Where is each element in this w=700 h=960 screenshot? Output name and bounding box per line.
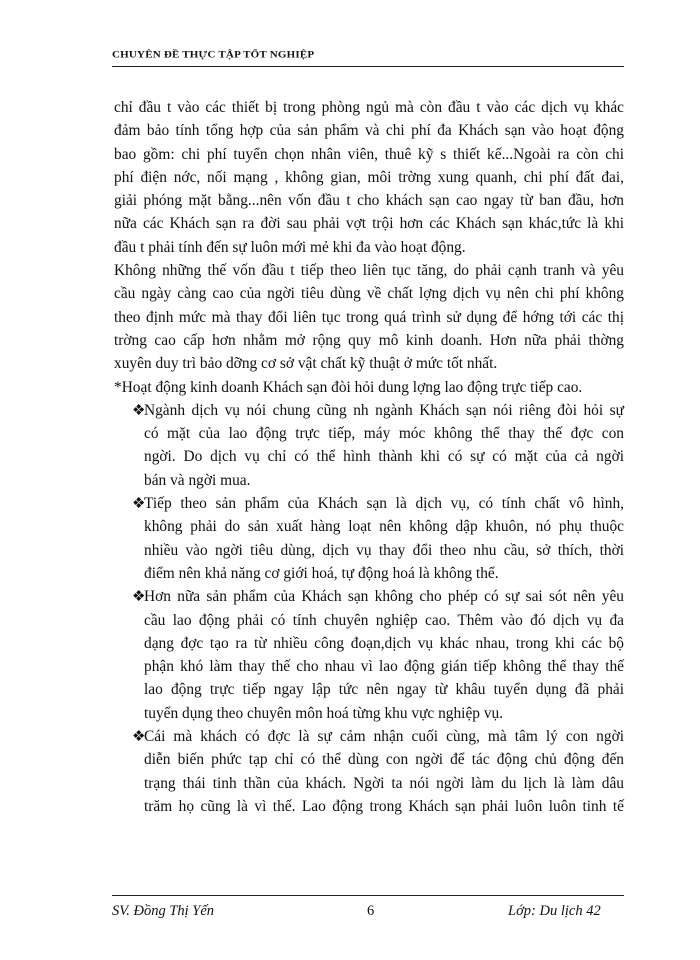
bullet-line: cầu lao động phải có tính chuyên nghiệp cao. Thêm vào đó dịch vụ đa [144,611,624,629]
body-line: cầu ngày càng cao của ngời tiêu dùng về chất lợng dịch vụ nên chi phí không [114,285,624,303]
bullet-line: trăm họ cũng là vì thế. Lao động trong Khách sạn phải luôn luôn tinh tế [144,797,624,815]
body-line: chỉ đầu t vào các thiết bị trong phòng ngủ mà còn đầu t vào các dịch vụ khác [114,99,624,116]
bullet-item [114,725,624,818]
bullet-line: tuyển dụng theo chuyên môn hoá từng khu vực nghiệp vụ. [144,704,504,722]
body-line: theo định mức mà thay đổi liên tục trong quá trình sử dụng để hớng tới các thị [114,308,624,326]
diamond-bullet-icon: ❖ [132,402,146,419]
body-line: Không những thế vốn đầu t tiếp theo liên tục tăng, do phải cạnh tranh và yêu [114,262,624,280]
bullet-line: bán và ngời mua. [144,471,251,489]
header-divider [112,66,624,67]
bullet-line: lao động trực tiếp ngay lập tức nên ngay từ khâu tuyển dụng đã phải [144,681,624,699]
body-line: *Hoạt động kinh doanh Khách sạn đòi hỏi dung lợng lao động trực tiếp cao. [114,378,583,396]
bullet-line: Ngành dịch vụ nói chung cũng nh ngành Khách sạn nói riêng đòi hỏi sự [144,401,624,419]
footer-author: SV. Đồng Thị Yến [112,903,215,919]
footer-divider [112,895,624,896]
page-number: 6 [367,903,375,919]
bullet-line: dạng đợc tạo ra từ nhiều công đoạn,dịch vụ khác nhau, trong khi các bộ [144,634,624,652]
diamond-bullet-icon: ❖ [132,589,146,606]
body-line: đầu t phải tính đến sự luôn mới mẻ khi đa vào hoạt động. [114,238,466,256]
body-line: xuyên duy trì bảo dỡng cơ sở vật chất kỹ thuật ở mức tốt nhất. [114,355,498,373]
body-line: đảm bảo tính tổng hợp của sản phẩm và chi phí đa Khách sạn vào hoạt động [114,122,624,140]
bullet-line: trạng thái tinh thần của khách. Ngời ta nói ngời làm du lịch là làm dâu [144,774,624,792]
bullet-line: Hơn nữa sản phẩm của Khách sạn không cho phép có sự sai sót nên yêu [144,588,624,606]
bullet-item [114,492,624,585]
bullet-line: diễn biến phức tạp chỉ có thể dùng con ngời để tác động chủ động đến [144,751,624,769]
document-body [114,96,624,818]
bullet-item [114,585,624,725]
bullet-line: ngời. Do dịch vụ chỉ có thể hình thành khi có sự có mặt của cả ngời [144,448,624,466]
bullet-line: Tiếp theo sản phẩm của Khách sạn là dịch vụ, có tính chất vô hình, [144,495,624,513]
diamond-bullet-icon: ❖ [132,496,146,513]
body-line: trờng cao cấp hơn nhằm mở rộng quy mô kinh doanh. Hơn nữa phải thờng [114,331,624,349]
diamond-bullet-icon: ❖ [132,729,146,746]
bullet-line: có mặt của lao động trực tiếp, máy móc không thể thay thế đợc con [144,425,624,443]
bullet-line: phận khó làm thay thế cho nhau vì lao động gián tiếp không thể thay thế [144,658,624,676]
footer-class-label: Lớp: Du lịch 42 [508,903,601,919]
bullet-item [114,399,624,492]
body-line: bao gồm: chi phí tuyển chọn nhân viên, thuê kỹ s thiết kế...Ngoài ra còn chi [114,145,624,163]
bullet-line: nhiều vào ngời tiêu dùng, dịch vụ thay đổi theo nhu cầu, sở thích, thời [144,541,624,559]
header-title: CHUYÊN ĐỀ THỰC TẬP TỐT NGHIỆP [112,50,315,61]
bullet-line: không phải do sản xuất hàng loạt nên không dập khuôn, nó phụ thuộc [144,518,624,536]
body-line: giải phóng mặt bằng...nên vốn đầu t cho khách sạn cao ngay từ ban đầu, hơn [114,192,624,210]
bullet-line: Cái mà khách có đợc là sự cảm nhận cuối cùng, mà tâm lý con ngời [144,728,624,746]
bullet-line: điểm nên khả năng cơ giới hoá, tự động hoá là không thể. [144,564,499,582]
body-line: phí điện nớc, nối mạng , không gian, môi trờng xung quanh, chi phí đất đai, [114,168,624,186]
body-line: nữa các Khách sạn ra đời sau phải vợt trội hơn các Khách sạn khác,tức là khi [114,215,624,233]
